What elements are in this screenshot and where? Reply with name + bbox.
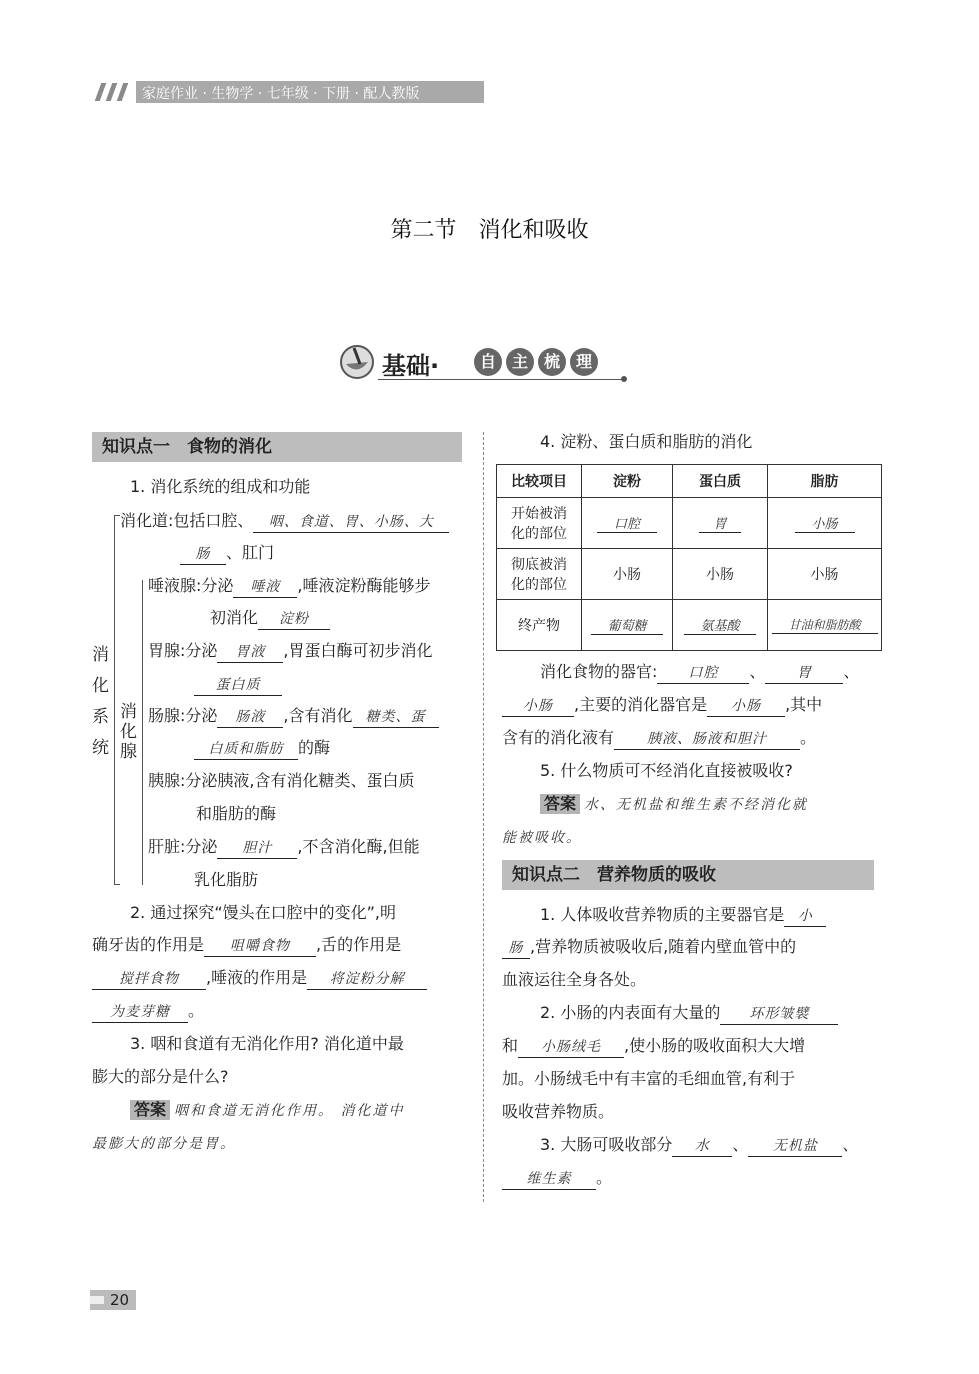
answer-3-line-1: 答案 咽和食道无消化作用。 消化道中 (130, 1100, 404, 1121)
table-cell: 小肠 (768, 549, 882, 600)
liver-line-1: 肝脏:分泌 胆汁 ,不含消化酶,但能 (148, 837, 420, 859)
running-header (92, 81, 484, 103)
table-header-cell: 比较项目 (497, 465, 582, 498)
juices-line: 含有的消化液有 胰液、肠液和胆汁 。 (502, 728, 816, 750)
banner-main: 基础· (382, 352, 440, 380)
header-text: 家庭作业 · 生物学 · 七年级 · 下册 · 配人教版 (142, 86, 420, 102)
section-title: 第二节 消化和吸收 (390, 218, 589, 243)
table-row (497, 549, 882, 600)
section-header-1: 知识点一 食物的消化 (92, 432, 462, 462)
page-number-box (90, 1290, 136, 1310)
absorb-2-line-3: 加。小肠绒毛中有丰富的毛细血管,有利于 (502, 1069, 796, 1088)
question-3-line-2: 膨大的部分是什么? (92, 1067, 229, 1086)
absorb-2-line-2: 和 小肠绒毛 ,使小肠的吸收面积大大增 (502, 1036, 805, 1058)
question-3-line-1: 3. 咽和食道有无消化作用? 消化道中最 (130, 1034, 404, 1053)
question-5: 5. 什么物质可不经消化直接被吸收? (540, 761, 793, 780)
pancreas-line-1: 胰腺:分泌胰液,含有消化糖类、蛋白质 (148, 771, 415, 790)
banner-underline (378, 379, 624, 380)
tract-line-1: 消化道:包括口腔、 咽、食道、胃、小肠、大 (120, 511, 449, 533)
row-label: 开始被消 化的部位 (497, 498, 582, 549)
tree-root-label: 消 化 系 统 (92, 645, 109, 758)
absorb-1-line-1: 1. 人体吸收营养物质的主要器官是 小 (540, 905, 826, 927)
question-2-line-2: 确牙齿的作用是 咀嚼食物 ,舌的作用是 (92, 935, 401, 957)
section-header-2: 知识点二 营养物质的吸收 (502, 860, 874, 890)
table-cell: 小肠 (768, 498, 882, 549)
saliva-line-1: 唾液腺:分泌 唾液 ,唾液淀粉酶能够步 (148, 576, 431, 598)
table-cell: 葡萄糖 (582, 600, 673, 651)
organs-line-1: 消化食物的器官: 口腔 、 胃 、 (540, 662, 859, 684)
question-1: 1. 消化系统的组成和功能 (130, 477, 311, 496)
table-cell: 小肠 (582, 549, 673, 600)
absorb-1-line-3: 血液运往全身各处。 (502, 970, 647, 989)
inner-brace (142, 580, 143, 885)
table-cell: 氨基酸 (673, 600, 768, 651)
stomach-line-2: 蛋白质 (194, 674, 282, 696)
stomach-line-1: 胃腺:分泌 胃液 ,胃蛋白酶可初步消化 (148, 641, 433, 663)
table-cell: 甘油和脂肪酸 (768, 600, 882, 651)
intestine-line-2: 白质和脂肪 的酶 (194, 738, 330, 760)
absorb-2-line-1: 2. 小肠的内表面有大量的 环形皱襞 (540, 1003, 838, 1025)
absorb-1-line-2: 肠 ,营养物质被吸收后,随着内壁血管中的 (502, 937, 796, 959)
question-2-line-1: 2. 通过探究“馒头在口腔中的变化”,明 (130, 903, 397, 922)
answer-tag: 答案 (130, 1100, 170, 1120)
tract-line-2: 肠 、肛门 (180, 543, 274, 565)
organs-line-2: 小肠 ,主要的消化器官是 小肠 ,其中 (502, 695, 822, 717)
absorb-3-line-2: 维生素 。 (502, 1168, 612, 1190)
digestion-table (496, 464, 882, 651)
table-cell: 口腔 (582, 498, 673, 549)
answer-tag: 答案 (540, 794, 580, 814)
table-header-cell: 脂肪 (768, 465, 882, 498)
question-4: 4. 淀粉、蛋白质和脂肪的消化 (540, 432, 753, 451)
banner-char-4: 理 (570, 348, 598, 376)
answer-3-line-2: 最膨大的部分是胃。 (92, 1136, 236, 1152)
liver-line-2: 乳化脂肪 (194, 870, 259, 889)
page-number: 20 (110, 1291, 130, 1309)
banner (338, 338, 638, 388)
outer-brace (114, 515, 115, 885)
answer-5-line-2: 能被吸收。 (502, 830, 582, 846)
gland-label: 消 化 腺 (120, 702, 137, 762)
banner-char-2: 主 (506, 348, 534, 376)
saliva-line-2: 初消化 淀粉 (210, 608, 330, 630)
table-row (497, 600, 882, 651)
question-2-line-4: 为麦芽糖 。 (92, 1001, 204, 1023)
table-header-row (497, 465, 882, 498)
tea-cup-icon (338, 342, 376, 380)
banner-char-3: 梳 (538, 348, 566, 376)
banner-char-1: 自 (474, 348, 502, 376)
table-cell: 小肠 (673, 549, 768, 600)
table-cell: 胃 (673, 498, 768, 549)
absorb-2-line-4: 吸收营养物质。 (502, 1102, 615, 1121)
banner-dot (621, 376, 627, 382)
question-2-line-3: 搅拌食物 ,唾液的作用是 将淀粉分解 (92, 968, 427, 990)
answer-5-line-1: 答案 水、无机盐和维生素不经消化就 (540, 794, 808, 815)
outer-brace-bottom (114, 884, 120, 885)
table-header-cell: 淀粉 (582, 465, 673, 498)
slash-decoration (92, 81, 136, 103)
absorb-3-line-1: 3. 大肠可吸收部分 水 、 无机盐 、 (540, 1135, 858, 1157)
column-divider (483, 432, 484, 1202)
intestine-line-1: 肠腺:分泌 肠液 ,含有消化 糖类、蛋 (148, 706, 439, 728)
table-row (497, 498, 882, 549)
table-header-cell: 蛋白质 (673, 465, 768, 498)
row-label: 彻底被消 化的部位 (497, 549, 582, 600)
pancreas-line-2: 和脂肪的酶 (196, 804, 277, 823)
row-label: 终产物 (497, 600, 582, 651)
